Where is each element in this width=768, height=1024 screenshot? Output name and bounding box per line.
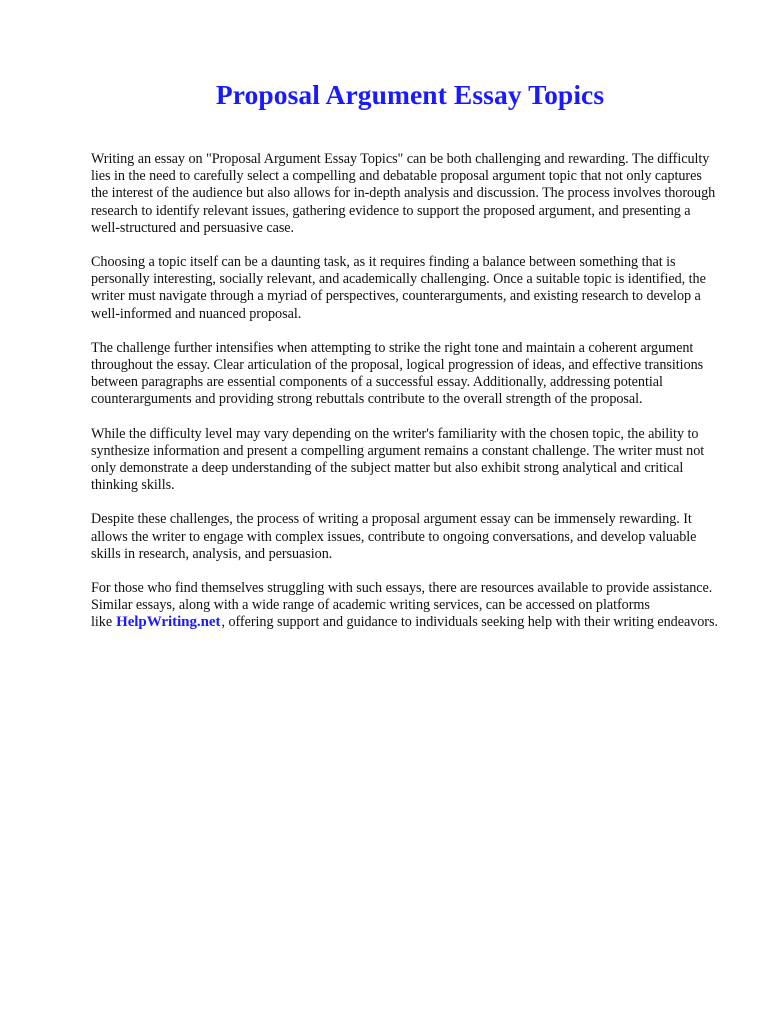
- paragraph-5: Despite these challenges, the process of writing a proposal argument essay can be immensely rewarding. It allows the writer to engage with complex issues, contribute to ongoing conversations, and develop valuable skills in research, analysis, and persuasion.: [91, 511, 697, 562]
- paragraph-2: Choosing a topic itself can be a daunting task, as it requires finding a balance between something that is personally interesting, socially relevant, and academically challenging. Once a suitable topic is identified, the writer must navigate through a myriad of perspectives, counterarguments, and existing research to develop a well-informed and nuanced proposal.: [91, 254, 706, 322]
- paragraph-3: The challenge further intensifies when attempting to strike the right tone and maintain a coherent argument throughout the essay. Clear articulation of the proposal, logical progression of ideas, and effective transitions between paragraphs are essential components of a successful essay. Additionally, addressing potential counterarguments and providing strong rebuttals contribute to the overall strength of the proposal.: [91, 339, 704, 408]
- paragraph-6-after-link: , offering support and guidance to individuals seeking help with their writing endeavors.: [221, 614, 718, 631]
- paragraph-4: While the difficulty level may vary depending on the writer's familiarity with the chosen topic, the ability to synthesize information and present a compelling argument remains a constant challenge. The writer must not only demonstrate a deep understanding of the subject matter but also exhibit strong analytical and critical thinking skills.: [91, 425, 705, 494]
- paragraph-1: Writing an essay on "Proposal Argument Essay Topics" can be both challenging and rewarding. The difficulty lies in the need to carefully select a compelling and debatable proposal argument topic that not only captures the interest of the audience but also allows for in-depth analysis and discussion. The process involves thorough research to identify relevant issues, gathering evidence to support the proposed argument, and presenting a well-structured and persuasive case.: [91, 151, 716, 236]
- helpwriting-link[interactable]: HelpWriting.net: [116, 614, 221, 631]
- paragraph-6: [91, 580, 721, 632]
- page-title: Proposal Argument Essay Topics: [215, 79, 605, 110]
- paragraph-6-before-link: For those who find themselves struggling with such essays, there are resources available to provide assistance. Similar essays, along with a wide range of academic writing services, can be accessed on platforms like: [91, 580, 713, 631]
